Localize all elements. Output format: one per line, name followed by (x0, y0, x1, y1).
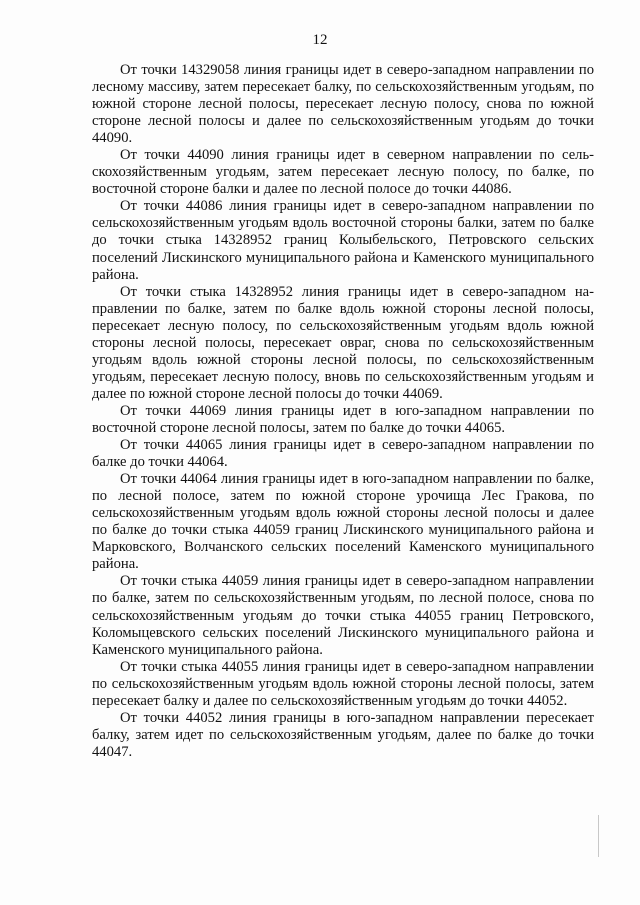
paragraph-9: От точки стыка 44055 линия границы идет в северо-западном направлении по сельскохозяйственным угодьям вдоль южной стороны лесной полосы, затем пересекает балку и далее по сельскохозяйственным угодьям до точки 44052. (92, 658, 594, 709)
document-body (92, 62, 594, 761)
scan-margin-mark (598, 815, 599, 857)
paragraph-3: От точки 44086 линия границы идет в северо-западном направлении по сельскохозяйственным угодьям вдоль восточной стороны балки, затем по балке до точки стыка 14328952 границ Колыбельского, Петровского сельских поселений Лискинского муниципального района и Каменского муниципального района. (92, 198, 594, 283)
paragraph-2: От точки 44090 линия границы идет в северном направлении по сельскохозяйственным угодьям, затем пересекает лесную полосу, по балке, по восточной стороне балки и далее по лесной полосе до точки 44086. (92, 147, 594, 198)
paragraph-6: От точки 44065 линия границы идет в северо-западном направлении по балке до точки 44064. (92, 437, 594, 471)
page-number: 12 (312, 32, 328, 48)
paragraph-4: От точки стыка 14328952 линия границы идет в северо-западном направлении по балке, затем по балке вдоль южной стороны лесной полосы, пересекает лесную полосу, по сельскохозяйственным угодьям вдоль южной стороны лесной полосы, пересекает овраг, снова по сельскохозяйственным угодьям вдоль южной стороны лесной полосы, по сельскохозяйственным угодьям, пересекает лесную полосу, вновь по сельскохозяйственным угодьям и далее по южной стороне лесной полосы до точки 44069. (92, 283, 594, 402)
paragraph-5: От точки 44069 линия границы идет в юго-западном направлении по восточной стороне лесной полосы, затем по балке до точки 44065. (92, 402, 594, 436)
paragraph-1: От точки 14329058 линия границы идет в северо-западном направлении по лесному массиву, затем пересекает балку, по сельскохозяйственным угодьям, по южной стороне лесной полосы, пересекает лесную полосу, снова по южной стороне лесной полосы и далее по сельскохозяйственным угодьям до точки 44090. (92, 62, 594, 147)
paragraph-10: От точки 44052 линия границы в юго-западном направлении пересекает балку, затем идет по сельскохозяйственным угодьям, далее по балке до точки 44047. (92, 709, 594, 760)
paragraph-8: От точки стыка 44059 линия границы идет в северо-западном направлении по балке, затем по сельскохозяйственным угодьям, по лесной полосе, снова по сельскохозяйственным угодьям до точки стыка 44055 границ Петровского, Коломыцевского сельских поселений Лискинского муниципального района и Каменского муниципального района. (92, 573, 594, 658)
paragraph-7: От точки 44064 линия границы идет в юго-западном направлении по балке, по лесной полосе, затем по южной стороне урочища Лес Гракова, по сельскохозяйственным угодьям вдоль южной стороны лесной полосы и далее по балке до точки стыка 44059 границ Лискинского муниципального района и Марковского, Волчанского сельских поселений Каменского муниципального района. (92, 471, 594, 573)
